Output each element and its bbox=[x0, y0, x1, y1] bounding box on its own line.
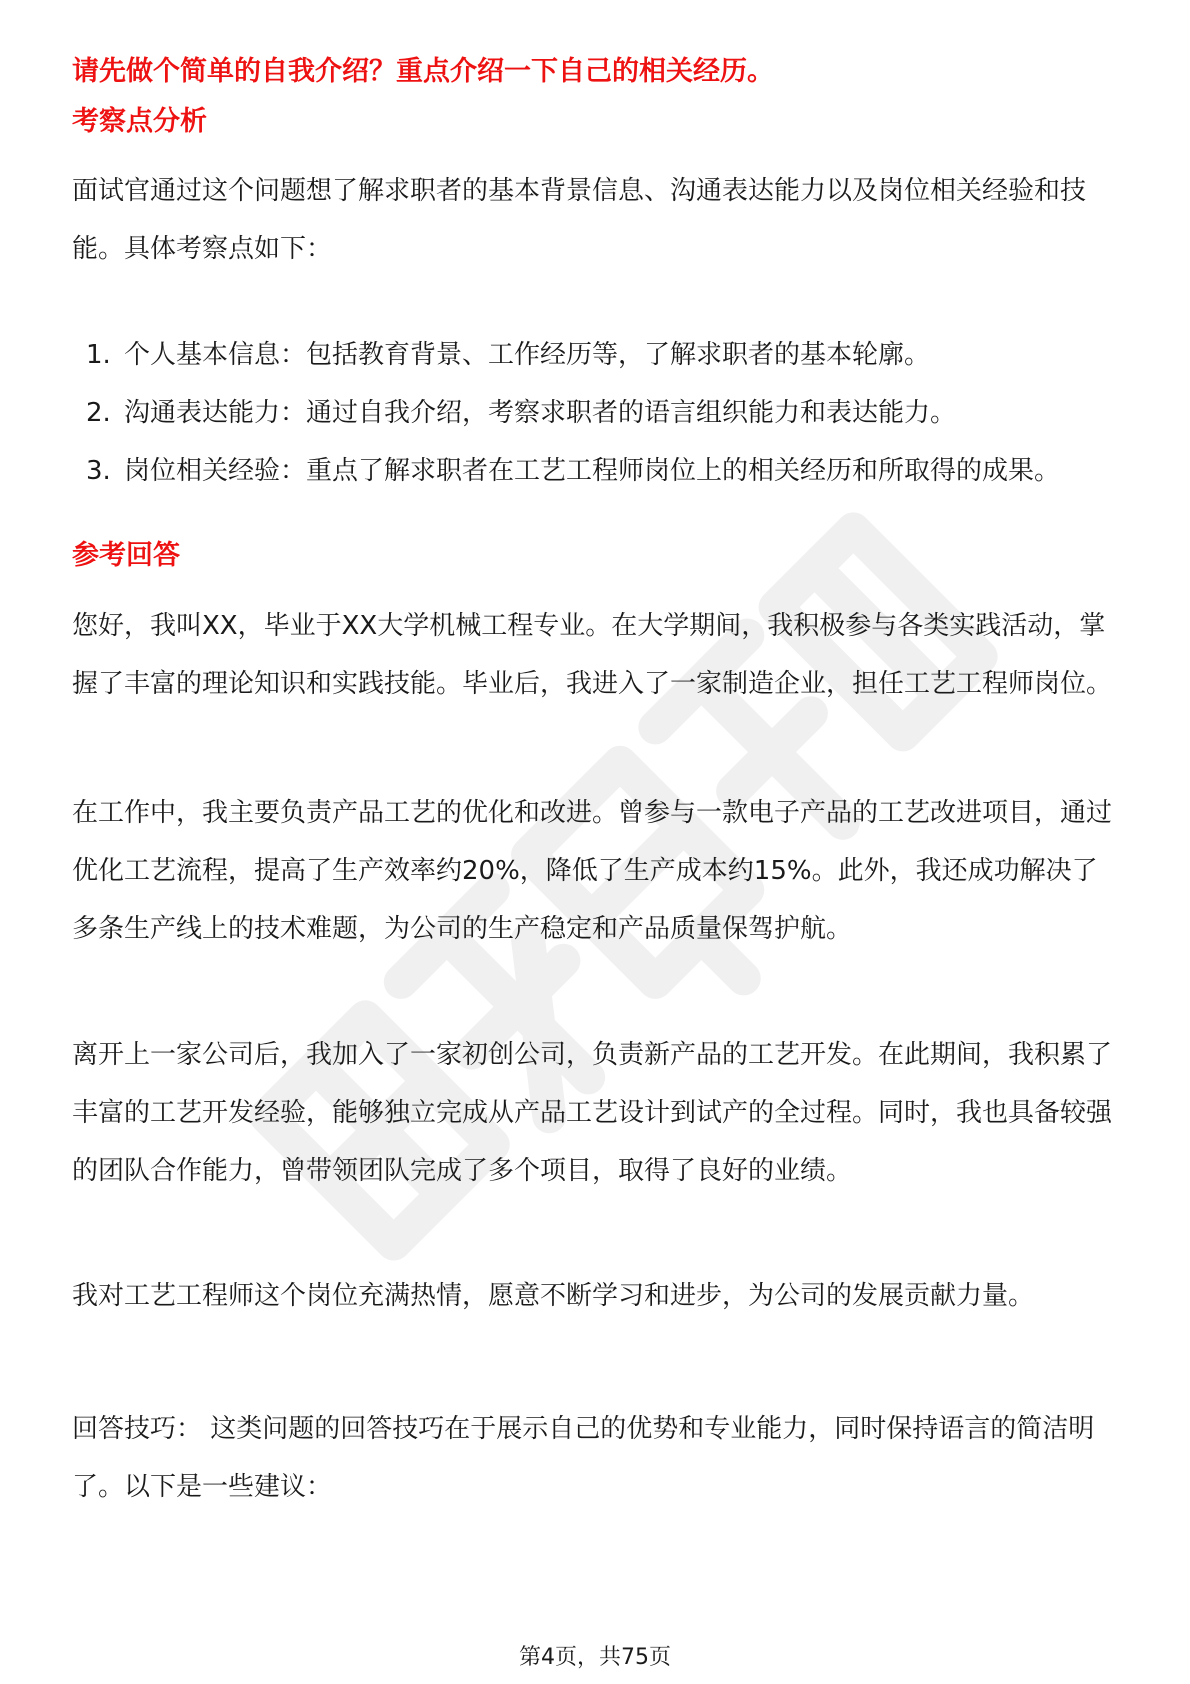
list-item bbox=[72, 442, 1122, 500]
points-list bbox=[72, 326, 1122, 500]
list-number: 3. bbox=[86, 456, 111, 486]
tips-paragraph: 回答技巧： 这类问题的回答技巧在于展示自己的优势和专业能力，同时保持语言的简洁明了。以下是一些建议： bbox=[72, 1414, 1095, 1502]
analysis-intro: 面试官通过这个问题想了解求职者的基本背景信息、沟通表达能力以及岗位相关经验和技能。具体考察点如下： bbox=[72, 176, 1087, 264]
list-text: 个人基本信息：包括教育背景、工作经历等，了解求职者的基本轮廓。 bbox=[124, 340, 931, 370]
list-item bbox=[72, 326, 1122, 384]
page-number: 第4页，共75页 bbox=[519, 1645, 671, 1670]
analysis-heading: 考察点分析 bbox=[72, 106, 207, 137]
list-text: 岗位相关经验：重点了解求职者在工艺工程师岗位上的相关经历和所取得的成果。 bbox=[124, 456, 1061, 486]
list-text: 沟通表达能力：通过自我介绍，考察求职者的语言组织能力和表达能力。 bbox=[124, 398, 957, 428]
list-number: 1. bbox=[86, 340, 111, 370]
answer-paragraph: 离开上一家公司后，我加入了一家初创公司，负责新产品的工艺开发。在此期间，我积累了丰富的工艺开发经验，能够独立完成从产品工艺设计到试产的全过程。同时，我也具备较强的团队合作能力，曾带领团队完成了多个项目，取得了良好的业绩。 bbox=[72, 1040, 1113, 1186]
list-number: 2. bbox=[86, 398, 111, 428]
list-item bbox=[72, 384, 1122, 442]
answer-paragraph: 我对工艺工程师这个岗位充满热情，愿意不断学习和进步，为公司的发展贡献力量。 bbox=[72, 1281, 1035, 1311]
answer-paragraph: 在工作中，我主要负责产品工艺的优化和改进。曾参与一款电子产品的工艺改进项目，通过优化工艺流程，提高了生产效率约20%，降低了生产成本约15%。此外，我还成功解决了多条生产线上的技术难题，为公司的生产稳定和产品质量保驾护航。 bbox=[72, 798, 1113, 944]
question-title: 请先做个简单的自我介绍？重点介绍一下自己的相关经历。 bbox=[72, 56, 774, 87]
answer-paragraph: 您好，我叫XX，毕业于XX大学机械工程专业。在大学期间，我积极参与各类实践活动，掌握了丰富的理论知识和实践技能。毕业后，我进入了一家制造企业，担任工艺工程师岗位。 bbox=[72, 611, 1113, 699]
answer-heading: 参考回答 bbox=[72, 540, 180, 571]
